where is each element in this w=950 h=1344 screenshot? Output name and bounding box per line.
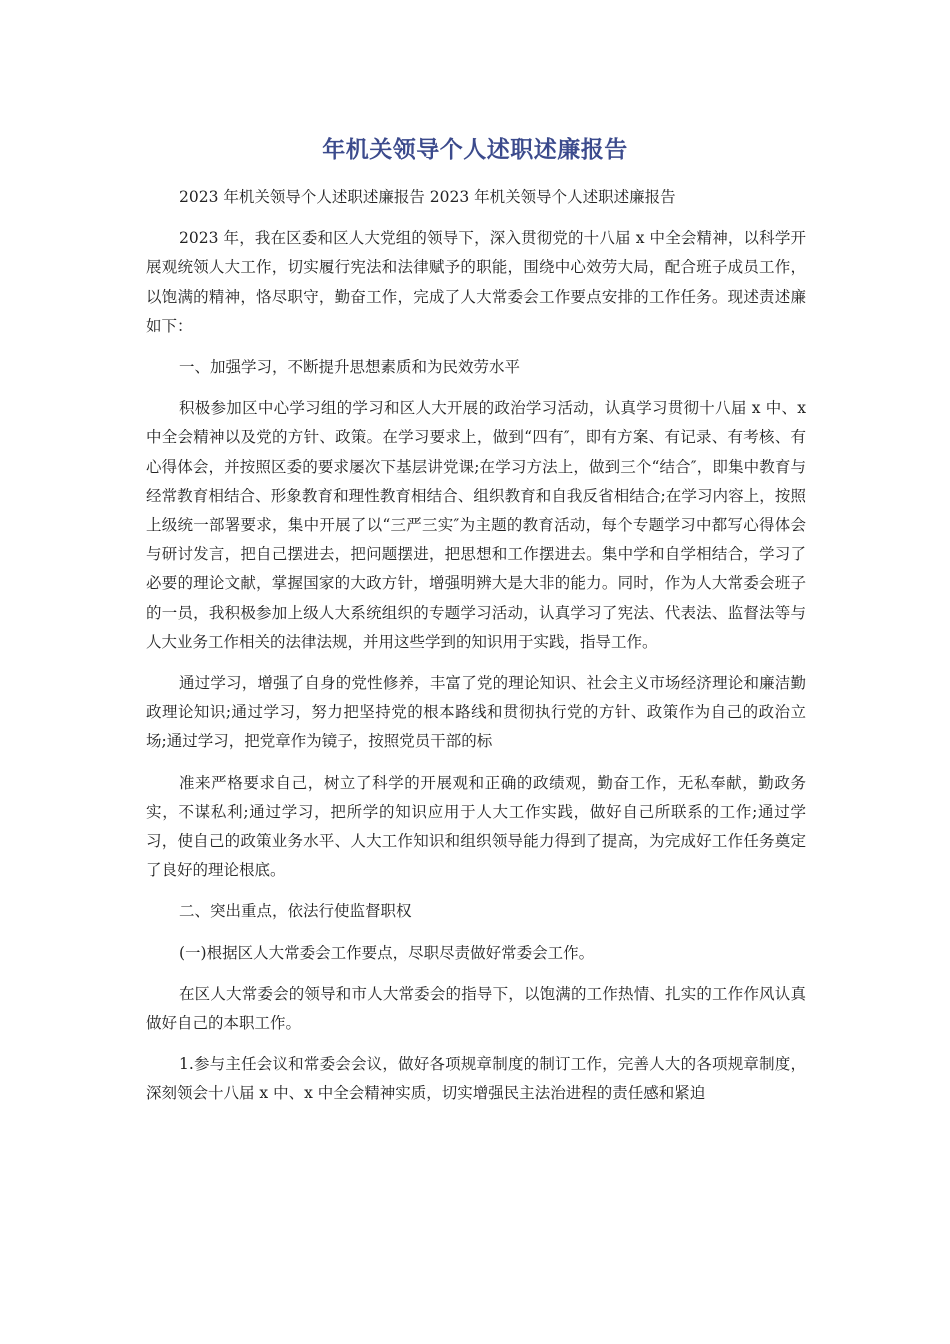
paragraph-intro: 2023 年，我在区委和区人大党组的领导下，深入贯彻党的十八届 x 中全会精神，以科学开展观统领人大工作，切实履行宪法和法律赋予的职能，围绕中心效劳大局，配合班子成员工作，以饱满的精神，恪尽职守，勤奋工作，完成了人大常委会工作要点安排的工作任务。现述责述廉如下： [146, 229, 806, 335]
paragraph-study-continued: 准来严格要求自己，树立了科学的开展观和正确的政绩观，勤奋工作，无私奉献，勤政务实，不谋私利;通过学习，把所学的知识应用于人大工作实践，做好自己所联系的工作;通过学习，使自己的政策业务水平、人大工作知识和组织领导能力得到了提高，为完成好工作任务奠定了良好的理论根底。 [146, 773, 806, 880]
paragraph-item-1: 1.参与主任会议和常委会会议，做好各项规章制度的制订工作，完善人大的各项规章制度，深刻领会十八届 x 中、x 中全会精神实质，切实增强民主法治进程的责任感和紧迫 [146, 1055, 806, 1103]
paragraph-study-activities: 积极参加区中心学习组的学习和区人大开展的政治学习活动，认真学习贯彻十八届 x 中、x 中全会精神以及党的方针、政策。在学习要求上，做到“四有″，即有方案、有记录、有考核、有心得体会，并按照区委的要求屡次下基层讲党课;在学习方法上，做到三个“结合″，即集中教育与经常教育相结合、形象教育和理性教育相结合、组织教育和自我反省相结合;在学习内容上，按照上级统一部署要求，集中开展了以“三严三实″为主题的教育活动，每个专题学习中都写心得体会与研讨发言，把自己摆进去，把问题摆进，把思想和工作摆进去。集中学和自学相结合，学习了必要的理论文献，掌握国家的大政方针，增强明辨大是大非的能力。同时，作为人大常委会班子的一员，我积极参加上级人大系统组织的专题学习活动，认真学习了宪法、代表法、监督法等与人大业务工作相关的法律法规，并用这些学到的知识用于实践，指导工作。 [146, 399, 806, 651]
paragraph-subtitle: 2023 年机关领导个人述职述廉报告 2023 年机关领导个人述职述廉报告 [179, 188, 676, 206]
document-body [146, 183, 806, 1121]
paragraph-committee-work: 在区人大常委会的领导和市人大常委会的指导下，以饱满的工作热情、扎实的工作作风认真做好自己的本职工作。 [146, 984, 806, 1033]
document-title: 年机关领导个人述职述廉报告 [322, 137, 628, 163]
paragraph-study-results: 通过学习，增强了自身的党性修养，丰富了党的理论知识、社会主义市场经济理论和廉洁勤政理论知识;通过学习，努力把坚持党的根本路线和贯彻执行党的方针、政策作为自己的政治立场;通过学习，把党章作为镜子，按照党员干部的标 [146, 674, 806, 751]
section-heading-2: 二、突出重点，依法行使监督职权 [179, 902, 412, 921]
section-heading-1: 一、加强学习，不断提升思想素质和为民效劳水平 [179, 358, 521, 377]
subsection-heading-1: (一)根据区人大常委会工作要点，尽职尽责做好常委会工作。 [179, 943, 595, 962]
